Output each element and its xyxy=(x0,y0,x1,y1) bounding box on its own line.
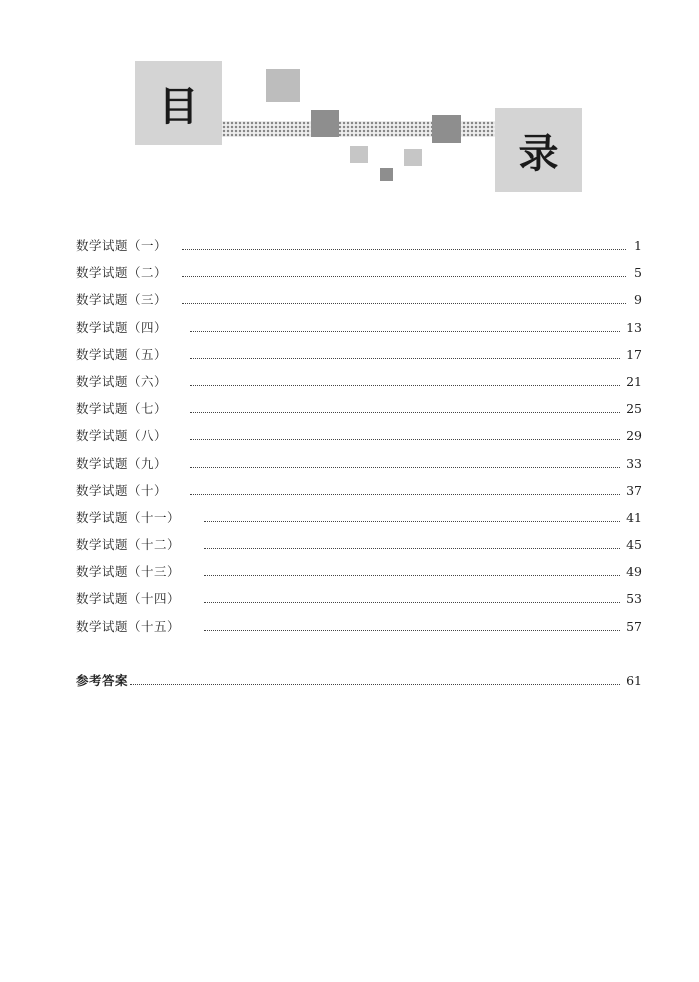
leader-dots xyxy=(182,275,626,277)
toc-entry-page: 53 xyxy=(626,591,642,607)
leader-dots xyxy=(204,520,620,522)
leader-dots xyxy=(190,357,620,359)
title-right-box xyxy=(495,108,582,192)
toc-entry-page: 45 xyxy=(626,537,642,553)
toc-entry[interactable] xyxy=(76,617,642,644)
toc-entry-page: 9 xyxy=(634,292,642,308)
toc-entry-label: 数学试题（十一） xyxy=(76,509,181,525)
toc-entry-page: 5 xyxy=(634,265,642,281)
toc-entry-page: 57 xyxy=(626,618,642,634)
toc-entry-page: 37 xyxy=(626,482,642,498)
title-right-char: 录 xyxy=(518,130,559,177)
toc-entry-page: 41 xyxy=(626,509,642,525)
toc-entry-page: 1 xyxy=(634,238,642,253)
toc-entry[interactable] xyxy=(76,345,642,372)
title-left-box xyxy=(135,61,222,145)
leader-dots xyxy=(182,248,626,250)
toc-entry[interactable] xyxy=(76,454,642,481)
toc-entry[interactable] xyxy=(76,426,642,453)
toc-entry[interactable] xyxy=(76,562,642,589)
deco-square xyxy=(311,110,339,137)
toc-entry-page: 61 xyxy=(626,672,642,688)
toc-entry[interactable] xyxy=(76,508,642,535)
toc-entry-label: 数学试题（十三） xyxy=(76,564,181,580)
leader-dots xyxy=(190,466,620,468)
toc-entry[interactable] xyxy=(76,318,642,345)
deco-square xyxy=(404,149,422,166)
toc-entry[interactable] xyxy=(76,236,642,263)
toc-entry-page: 25 xyxy=(626,401,642,417)
toc-entry-label: 数学试题（二） xyxy=(76,265,168,281)
toc-entry-label: 参考答案 xyxy=(76,672,129,688)
leader-dots xyxy=(130,683,620,685)
toc-entry-page: 21 xyxy=(626,373,642,389)
leader-dots xyxy=(204,547,620,549)
table-of-contents xyxy=(76,236,642,698)
toc-entry-label: 数学试题（九） xyxy=(76,455,168,471)
toc-entry-label: 数学试题（一） xyxy=(76,238,168,253)
toc-entry-answers[interactable] xyxy=(76,671,642,698)
leader-dots xyxy=(190,411,620,413)
toc-entry-label: 数学试题（七） xyxy=(76,401,168,417)
toc-entry-label: 数学试题（五） xyxy=(76,346,168,362)
deco-square xyxy=(432,115,461,143)
toc-entry-label: 数学试题（六） xyxy=(76,373,168,389)
toc-entry[interactable] xyxy=(76,481,642,508)
toc-entry[interactable] xyxy=(76,399,642,426)
toc-entry-label: 数学试题（十五） xyxy=(76,618,181,634)
toc-entry[interactable] xyxy=(76,263,642,290)
toc-entry-page: 13 xyxy=(626,319,642,335)
toc-entry-page: 49 xyxy=(626,564,642,580)
leader-dots xyxy=(204,574,620,576)
toc-entry[interactable] xyxy=(76,372,642,399)
toc-entry-page: 33 xyxy=(626,455,642,471)
toc-entry-label: 数学试题（八） xyxy=(76,428,168,444)
toc-entry[interactable] xyxy=(76,589,642,616)
deco-square xyxy=(380,168,393,181)
leader-dots xyxy=(190,438,620,440)
toc-entry[interactable] xyxy=(76,290,642,317)
toc-entry-label: 数学试题（十四） xyxy=(76,591,181,607)
toc-header-decoration xyxy=(0,0,699,210)
toc-entry-page: 29 xyxy=(626,428,642,444)
toc-entry-label: 数学试题（三） xyxy=(76,292,168,308)
leader-dots xyxy=(204,629,620,631)
toc-entry-label: 数学试题（十二） xyxy=(76,537,181,553)
leader-dots xyxy=(182,302,626,304)
deco-square xyxy=(266,69,300,102)
leader-dots xyxy=(190,330,620,332)
toc-entry-label: 数学试题（十） xyxy=(76,482,168,498)
toc-entry-label: 数学试题（四） xyxy=(76,319,168,335)
leader-dots xyxy=(204,601,620,603)
toc-entry[interactable] xyxy=(76,535,642,562)
deco-square xyxy=(350,146,368,163)
title-left-char: 目 xyxy=(158,83,199,130)
leader-dots xyxy=(190,384,620,386)
toc-entry-page: 17 xyxy=(626,346,642,362)
leader-dots xyxy=(190,493,620,495)
